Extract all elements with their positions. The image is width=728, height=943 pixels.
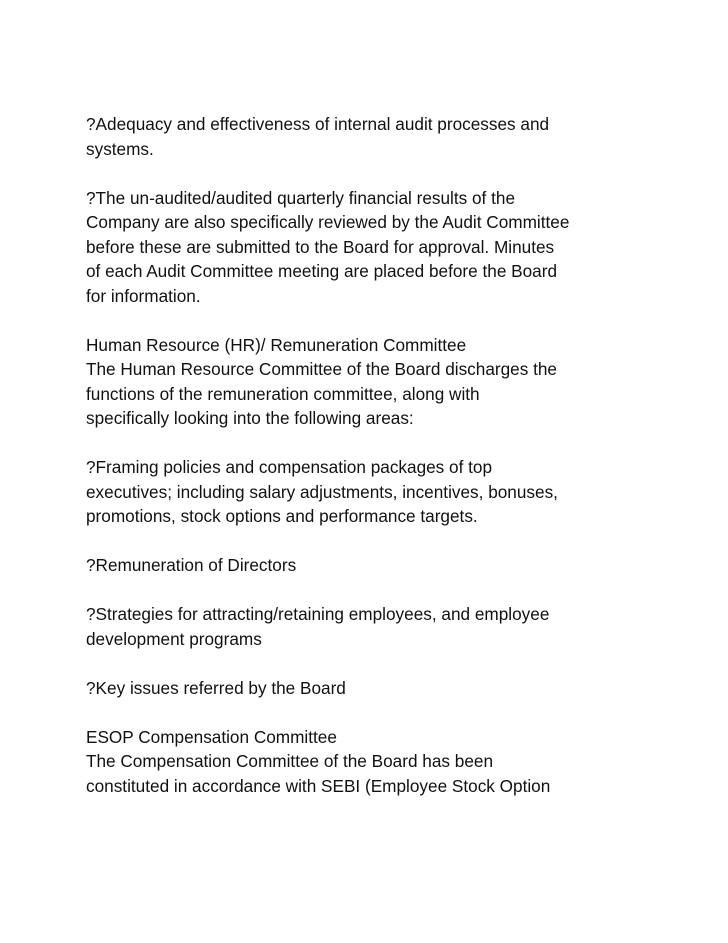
text-line: before these are submitted to the Board for approval. Minutes [86, 236, 555, 257]
section-heading: ESOP Compensation Committee [86, 726, 337, 747]
paragraph-quarterly-results [86, 186, 686, 309]
text-line: development programs [86, 628, 262, 649]
text-line: specifically looking into the following areas: [86, 408, 414, 428]
text-line: functions of the remuneration committee, along with [86, 383, 480, 404]
paragraph-remuneration-directors [86, 553, 686, 578]
text-line: executives; including salary adjustments, incentives, bonuses, [86, 481, 558, 502]
paragraph-internal-audit [86, 112, 686, 161]
text-line: The Human Resource Committee of the Board discharges the [86, 359, 557, 379]
text-line: systems. [86, 138, 154, 159]
text-line: ?Adequacy and effectiveness of internal audit processes and [86, 114, 550, 134]
text-line: promotions, stock options and performance targets. [86, 506, 478, 526]
text-line: constituted in accordance with SEBI (Employee Stock Option [86, 775, 551, 796]
paragraph-esop-committee [86, 725, 686, 799]
section-heading: Human Resource (HR)/ Remuneration Committee [86, 334, 467, 355]
text-line: Company are also specifically reviewed by the Audit Committee [86, 212, 570, 232]
text-line: ?The un-audited/audited quarterly financial results of the [86, 187, 515, 208]
text-line: of each Audit Committee meeting are placed before the Board [86, 261, 558, 281]
text-line: ?Remuneration of Directors [86, 555, 297, 575]
text-line: ?Key issues referred by the Board [86, 677, 346, 698]
paragraph-hr-committee [86, 333, 686, 431]
text-line: ?Framing policies and compensation packages of top [86, 457, 493, 477]
text-line: The Compensation Committee of the Board has been [86, 751, 494, 771]
text-line: for information. [86, 285, 201, 306]
paragraph-key-issues [86, 676, 686, 701]
document-page [86, 112, 686, 823]
text-line: ?Strategies for attracting/retaining employees, and employee [86, 604, 550, 624]
paragraph-framing-policies [86, 455, 686, 529]
paragraph-strategies [86, 602, 686, 651]
